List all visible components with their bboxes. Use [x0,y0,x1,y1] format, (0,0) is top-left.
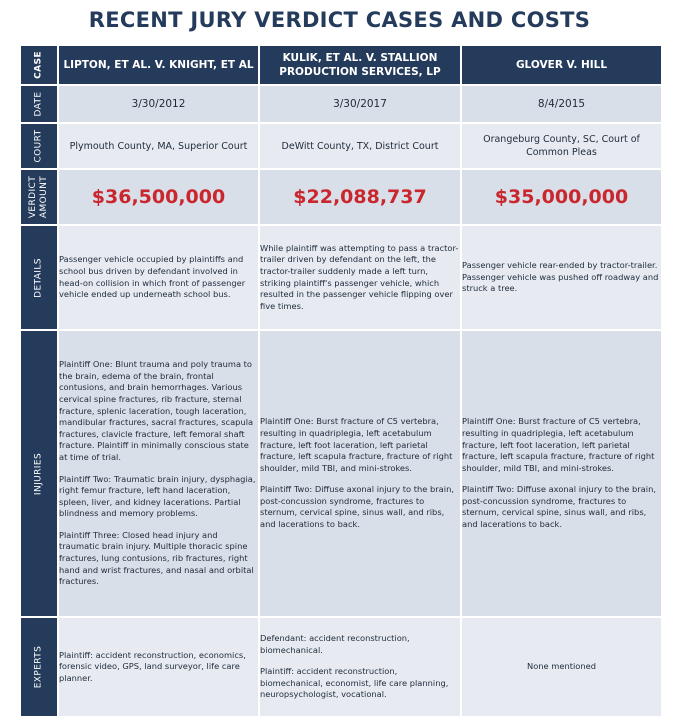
verdict-amount-1: $36,500,000 [58,169,259,225]
case-date-2: 3/30/2017 [259,85,461,123]
court-row [20,123,662,169]
expert-paragraph: None mentioned [527,661,596,672]
injury-paragraph: Plaintiff One: Burst fracture of C5 vertebra, resulting in quadriplegia, left acetabulum fracture, left foot laceration, left parietal fracture, left scapula fracture, fracture of right shoulder, mild TBI, and mini-strokes. [260,416,453,473]
verdict-row [20,169,662,225]
case-details-2: While plaintiff was attempting to pass a tractor-trailer driven by defendant on the left, the tractor-trailer suddenly made a left turn, striking plaintiff's passenger vehicle, which resulted in the passenger vehicle flipping over five times. [259,225,461,330]
expert-paragraph: Plaintiff: accident reconstruction, biomechanical, economist, life care planning, neuropsychologist, vocational. [260,666,449,700]
case-experts-3 [461,617,662,717]
case-name-2: KULIK, ET AL. V. STALLION PRODUCTION SERVICES, LP [259,45,461,85]
injury-paragraph: Plaintiff Three: Closed head injury and traumatic brain injury. Multiple thoracic spine fractures, lung contusions, rib fractures, right hand and wrist fractures, and nasal and orbital fractures. [59,529,254,587]
case-injuries-3 [461,330,662,617]
injury-paragraph: Plaintiff Two: Traumatic brain injury, dysphagia, right femur fracture, left hand laceration, spleen, liver, and kidney lacerations. Partial blindness and memory problems. [59,473,256,519]
case-row [20,45,662,85]
case-name-3: GLOVER V. HILL [461,45,662,85]
row-label-details: DETAILS [20,225,58,330]
row-label-date: DATE [20,85,58,123]
case-details-3: Passenger vehicle rear-ended by tractor-trailer. Passenger vehicle was pushed off roadway and struck a tree. [461,225,662,330]
experts-row [20,617,662,717]
injuries-row [20,330,662,617]
expert-paragraph: Plaintiff: accident reconstruction, economics, forensic video, GPS, land surveyor, life care planner. [59,649,246,683]
row-label-verdict-amount: VERDICT AMOUNT [20,169,58,225]
verdict-amount-2: $22,088,737 [259,169,461,225]
case-experts-1 [58,617,259,717]
verdict-table [19,44,663,718]
expert-paragraph: Defendant: accident reconstruction, biomechanical. [260,633,410,655]
case-name-1: LIPTON, ET AL. V. KNIGHT, ET AL [58,45,259,85]
injury-paragraph: Plaintiff One: Burst fracture of C5 vertebra, resulting in quadriplegia, left acetabulum fracture, left foot laceration, left parietal fracture, left scapula fracture, fracture of right shoulder, mild TBI, and mini-strokes. [462,416,655,473]
date-row [20,85,662,123]
case-details-1: Passenger vehicle occupied by plaintiffs and school bus driven by defendant involved in head-on collision in which front of passenger vehicle ended up underneath school bus. [58,225,259,330]
case-date-1: 3/30/2012 [58,85,259,123]
case-injuries-1 [58,330,259,617]
injury-paragraph: Plaintiff One: Blunt trauma and poly trauma to the brain, edema of the brain, frontal contusions, and brain hemorrhages. Various cervical spine fractures, rib fracture, sternal fracture, splenic laceration, tough laceration, mandibular fractures, sacral fractures, scapula fractures, clavicle fracture, left femoral shaft fracture. Plaintiff in minimally conscious state at time of trial. [59,359,254,462]
case-court-1: Plymouth County, MA, Superior Court [58,123,259,169]
case-court-2: DeWitt County, TX, District Court [259,123,461,169]
page-title: RECENT JURY VERDICT CASES AND COSTS [88,8,591,32]
row-label-experts: EXPERTS [20,617,58,717]
case-court-3: Orangeburg County, SC, Court of Common Pleas [461,123,662,169]
details-row [20,225,662,330]
case-injuries-2 [259,330,461,617]
row-label-court: COURT [20,123,58,169]
row-label-injuries: INJURIES [20,330,58,617]
injury-paragraph: Plaintiff Two: Diffuse axonal injury to the brain, post-concussion syndrome, fractures to sternum, cervical spine, sinus wall, and ribs, and lacerations to back. [260,484,454,530]
injury-paragraph: Plaintiff Two: Diffuse axonal injury to the brain, post-concussion syndrome, fractures to sternum, cervical spine, sinus wall, and ribs, and lacerations to back. [462,484,656,530]
case-date-3: 8/4/2015 [461,85,662,123]
row-label-case: CASE [20,45,58,85]
verdict-amount-3: $35,000,000 [461,169,662,225]
case-experts-2 [259,617,461,717]
